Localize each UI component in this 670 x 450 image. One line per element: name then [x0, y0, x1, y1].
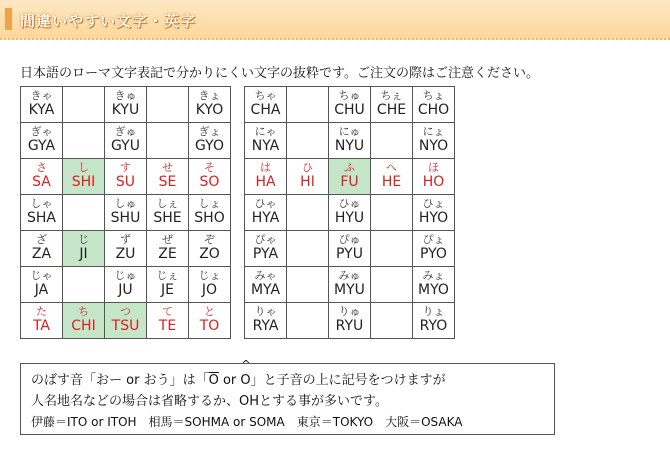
intro-text: 日本語のローマ文字表記で分かりにくい文字の抜粋です。ご注文の際はご注意ください。 [20, 66, 539, 81]
romaji-text: CHU [334, 102, 365, 118]
kana-text: ざ [36, 233, 47, 246]
page-header [0, 0, 670, 40]
romaji-text: CHO [417, 102, 450, 118]
romaji-text: ZU [115, 246, 136, 262]
kana-cell-pyu [329, 231, 371, 267]
romaji-text: MYO [418, 282, 449, 298]
kana-text: ぎゃ [30, 125, 53, 138]
kana-cell-pyo [413, 231, 455, 267]
kana-text: ち [78, 305, 89, 318]
kana-text: す [120, 161, 131, 174]
kana-text: ちぇ [380, 89, 403, 102]
romaji-text: NYU [334, 138, 365, 154]
kana-text: て [162, 305, 173, 318]
note-line-2: 人名地名などの場合は省略するか、OHとする事が多いです。 [31, 394, 388, 409]
kana-cell-so [189, 159, 231, 195]
kana-text: りゃ [254, 305, 277, 318]
kana-cell-to [189, 303, 231, 339]
romaji-text: SA [32, 174, 51, 190]
empty-cell [371, 267, 413, 303]
empty-cell [147, 87, 189, 123]
romaji-text: ZO [199, 246, 220, 262]
table-row [245, 123, 455, 159]
empty-cell [147, 123, 189, 159]
kana-cell-ze [147, 231, 189, 267]
romaji-text: TSU [111, 318, 140, 334]
kana-cell-te [147, 303, 189, 339]
kana-text: じ [78, 233, 89, 246]
kana-text: みょ [422, 269, 445, 282]
empty-cell [287, 267, 329, 303]
romaji-text: CHI [71, 318, 96, 334]
romaji-text: TO [199, 318, 220, 334]
kana-text: りょ [422, 305, 445, 318]
kana-text: さ [36, 161, 47, 174]
table-row [21, 267, 231, 303]
romaji-text: PYO [420, 246, 447, 262]
kana-cell-ta [21, 303, 63, 339]
romaji-text: SU [115, 174, 136, 190]
romaji-text: HYU [334, 210, 365, 226]
kana-text: ぎゅ [114, 125, 137, 138]
romaji-text: NYO [418, 138, 449, 154]
kana-cell-shu [105, 195, 147, 231]
kana-text: ず [120, 233, 131, 246]
kana-cell-nyo [413, 123, 455, 159]
kana-text: みゅ [338, 269, 361, 282]
kana-text: きゃ [30, 89, 53, 102]
table-row [245, 267, 455, 303]
romaji-text: GYO [195, 138, 224, 154]
kana-cell-gya [21, 123, 63, 159]
romaji-text: JE [161, 282, 174, 298]
circumflex-o-letter: O [240, 373, 251, 388]
kana-cell-nya [245, 123, 287, 159]
kana-cell-chi [63, 303, 105, 339]
table-row [21, 159, 231, 195]
table-row [21, 123, 231, 159]
kana-text: しぇ [156, 197, 179, 210]
romaji-text: RYU [335, 318, 364, 334]
kana-cell-za [21, 231, 63, 267]
romaji-text: SHA [27, 210, 56, 226]
kana-text: きょ [198, 89, 221, 102]
table-row [245, 159, 455, 195]
romaji-text: ZA [31, 246, 52, 262]
empty-cell [63, 87, 105, 123]
kana-text: しゅ [114, 197, 137, 210]
romaji-table-left [20, 86, 231, 339]
kana-text: じゃ [30, 269, 53, 282]
kana-cell-myu [329, 267, 371, 303]
kana-cell-cho [413, 87, 455, 123]
kana-cell-ryo [413, 303, 455, 339]
table-row [245, 231, 455, 267]
kana-cell-ju [105, 267, 147, 303]
kana-text: ぴゃ [254, 233, 277, 246]
kana-text: ぴゅ [338, 233, 361, 246]
romaji-text: RYO [419, 318, 448, 334]
kana-text: じぇ [156, 269, 179, 282]
long-vowel-note [20, 358, 555, 435]
kana-cell-kya [21, 87, 63, 123]
empty-cell [287, 303, 329, 339]
kana-text: せ [162, 161, 173, 174]
kana-cell-sa [21, 159, 63, 195]
empty-cell [63, 123, 105, 159]
romaji-text: HYA [251, 210, 280, 226]
kana-text: へ [386, 161, 397, 174]
romaji-text: PYA [252, 246, 279, 262]
kana-text: ぞ [204, 233, 215, 246]
empty-cell [371, 195, 413, 231]
note-or: or [218, 373, 241, 388]
kana-text: ほ [428, 161, 439, 174]
romaji-text: KYU [111, 102, 140, 118]
kana-text: し [78, 161, 89, 174]
romaji-text: KYO [195, 102, 224, 118]
romaji-text: JI [79, 246, 88, 262]
romaji-text: FU [340, 174, 359, 190]
kana-cell-zu [105, 231, 147, 267]
kana-cell-rya [245, 303, 287, 339]
page-title: 間違いやすい文字・英字 [20, 12, 197, 30]
kana-cell-nyu [329, 123, 371, 159]
circumflex-o [240, 358, 251, 391]
kana-cell-mya [245, 267, 287, 303]
kana-cell-he [371, 159, 413, 195]
kana-cell-shi [63, 159, 105, 195]
romaji-text: ZE [158, 246, 177, 262]
note-line-1-start: のばす音「おー or おう」は「 [31, 373, 209, 388]
romaji-text: CHA [250, 102, 281, 118]
kana-text: ぴょ [422, 233, 445, 246]
romaji-text: NYA [251, 138, 280, 154]
kana-text: ひゅ [338, 197, 361, 210]
romaji-text: GYU [111, 138, 140, 154]
kana-cell-su [105, 159, 147, 195]
romaji-text: JO [201, 282, 218, 298]
romaji-text: PYU [336, 246, 363, 262]
romaji-text: SHO [194, 210, 225, 226]
kana-cell-kyo [189, 87, 231, 123]
empty-cell [287, 87, 329, 123]
kana-cell-che [371, 87, 413, 123]
circumflex-mark: ^ [241, 358, 251, 371]
table-row [245, 195, 455, 231]
kana-cell-hyo [413, 195, 455, 231]
empty-cell [63, 267, 105, 303]
empty-cell [371, 303, 413, 339]
romaji-text: JA [34, 282, 49, 298]
kana-cell-pya [245, 231, 287, 267]
kana-cell-gyo [189, 123, 231, 159]
kana-cell-je [147, 267, 189, 303]
kana-text: にゅ [338, 125, 361, 138]
romaji-text: HA [255, 174, 276, 190]
kana-cell-gyu [105, 123, 147, 159]
empty-cell [287, 123, 329, 159]
kana-cell-sho [189, 195, 231, 231]
kana-text: りゅ [338, 305, 361, 318]
kana-text: にょ [422, 125, 445, 138]
romaji-text: SHE [153, 210, 182, 226]
kana-text: た [36, 305, 47, 318]
table-row [245, 303, 455, 339]
kana-cell-ho [413, 159, 455, 195]
romaji-text: SE [158, 174, 177, 190]
romaji-text: HYO [418, 210, 449, 226]
kana-text: ひょ [422, 197, 445, 210]
table-row [245, 87, 455, 123]
romaji-text: KYA [28, 102, 55, 118]
kana-text: しゃ [30, 197, 53, 210]
romaji-text: HO [422, 174, 445, 190]
kana-cell-jo [189, 267, 231, 303]
kana-text: にゃ [254, 125, 277, 138]
note-line-1 [31, 358, 544, 391]
kana-text: しょ [198, 197, 221, 210]
empty-cell [287, 231, 329, 267]
kana-cell-fu [329, 159, 371, 195]
macron-o: $\overline{O}$ [208, 373, 219, 388]
empty-cell [63, 195, 105, 231]
romaji-text: SO [199, 174, 220, 190]
kana-cell-myo [413, 267, 455, 303]
kana-cell-hya [245, 195, 287, 231]
romaji-text: CHE [376, 102, 407, 118]
table-row [21, 195, 231, 231]
kana-text: ひゃ [254, 197, 277, 210]
romaji-text: HE [381, 174, 402, 190]
table-row [21, 303, 231, 339]
note-line-1-end: 」と子音の上に記号をつけますが [250, 373, 446, 388]
kana-cell-ja [21, 267, 63, 303]
kana-text: きゅ [114, 89, 137, 102]
romaji-text: HI [300, 174, 315, 190]
romaji-text: TE [158, 318, 177, 334]
romaji-text: JU [118, 282, 133, 298]
kana-text: ぜ [162, 233, 173, 246]
kana-cell-cha [245, 87, 287, 123]
empty-cell [371, 231, 413, 267]
kana-text: じょ [198, 269, 221, 282]
kana-cell-se [147, 159, 189, 195]
romaji-text: MYU [334, 282, 365, 298]
kana-cell-ryu [329, 303, 371, 339]
romaji-text: SHU [110, 210, 141, 226]
header-marker [5, 8, 12, 30]
kana-cell-she [147, 195, 189, 231]
kana-text: ぎょ [198, 125, 221, 138]
empty-cell [371, 123, 413, 159]
kana-cell-hi [287, 159, 329, 195]
kana-text: そ [204, 161, 215, 174]
kana-cell-chu [329, 87, 371, 123]
table-row [21, 87, 231, 123]
romaji-text: GYA [27, 138, 56, 154]
kana-cell-hyu [329, 195, 371, 231]
kana-text: と [204, 305, 215, 318]
romaji-table-right [244, 86, 455, 339]
kana-text: は [260, 161, 271, 174]
kana-text: ちゃ [254, 89, 277, 102]
romaji-text: MYA [250, 282, 281, 298]
romaji-text: TA [32, 318, 51, 334]
kana-text: じゅ [114, 269, 137, 282]
kana-cell-ji [63, 231, 105, 267]
note-line-3: 伊藤＝ITO or ITOH 相馬＝SOHMA or SOMA 東京＝TOKYO 大阪＝OSAKA [31, 415, 463, 429]
kana-text: ふ [344, 161, 355, 174]
kana-text: つ [120, 305, 131, 318]
kana-cell-zo [189, 231, 231, 267]
kana-text: ちゅ [338, 89, 361, 102]
kana-text: ちょ [422, 89, 445, 102]
empty-cell [287, 195, 329, 231]
table-row [21, 231, 231, 267]
kana-text: みゃ [254, 269, 277, 282]
kana-cell-ha [245, 159, 287, 195]
romaji-text: RYA [252, 318, 279, 334]
kana-cell-sha [21, 195, 63, 231]
romaji-text: SHI [71, 174, 96, 190]
kana-text: ひ [302, 161, 313, 174]
kana-cell-tsu [105, 303, 147, 339]
kana-cell-kyu [105, 87, 147, 123]
